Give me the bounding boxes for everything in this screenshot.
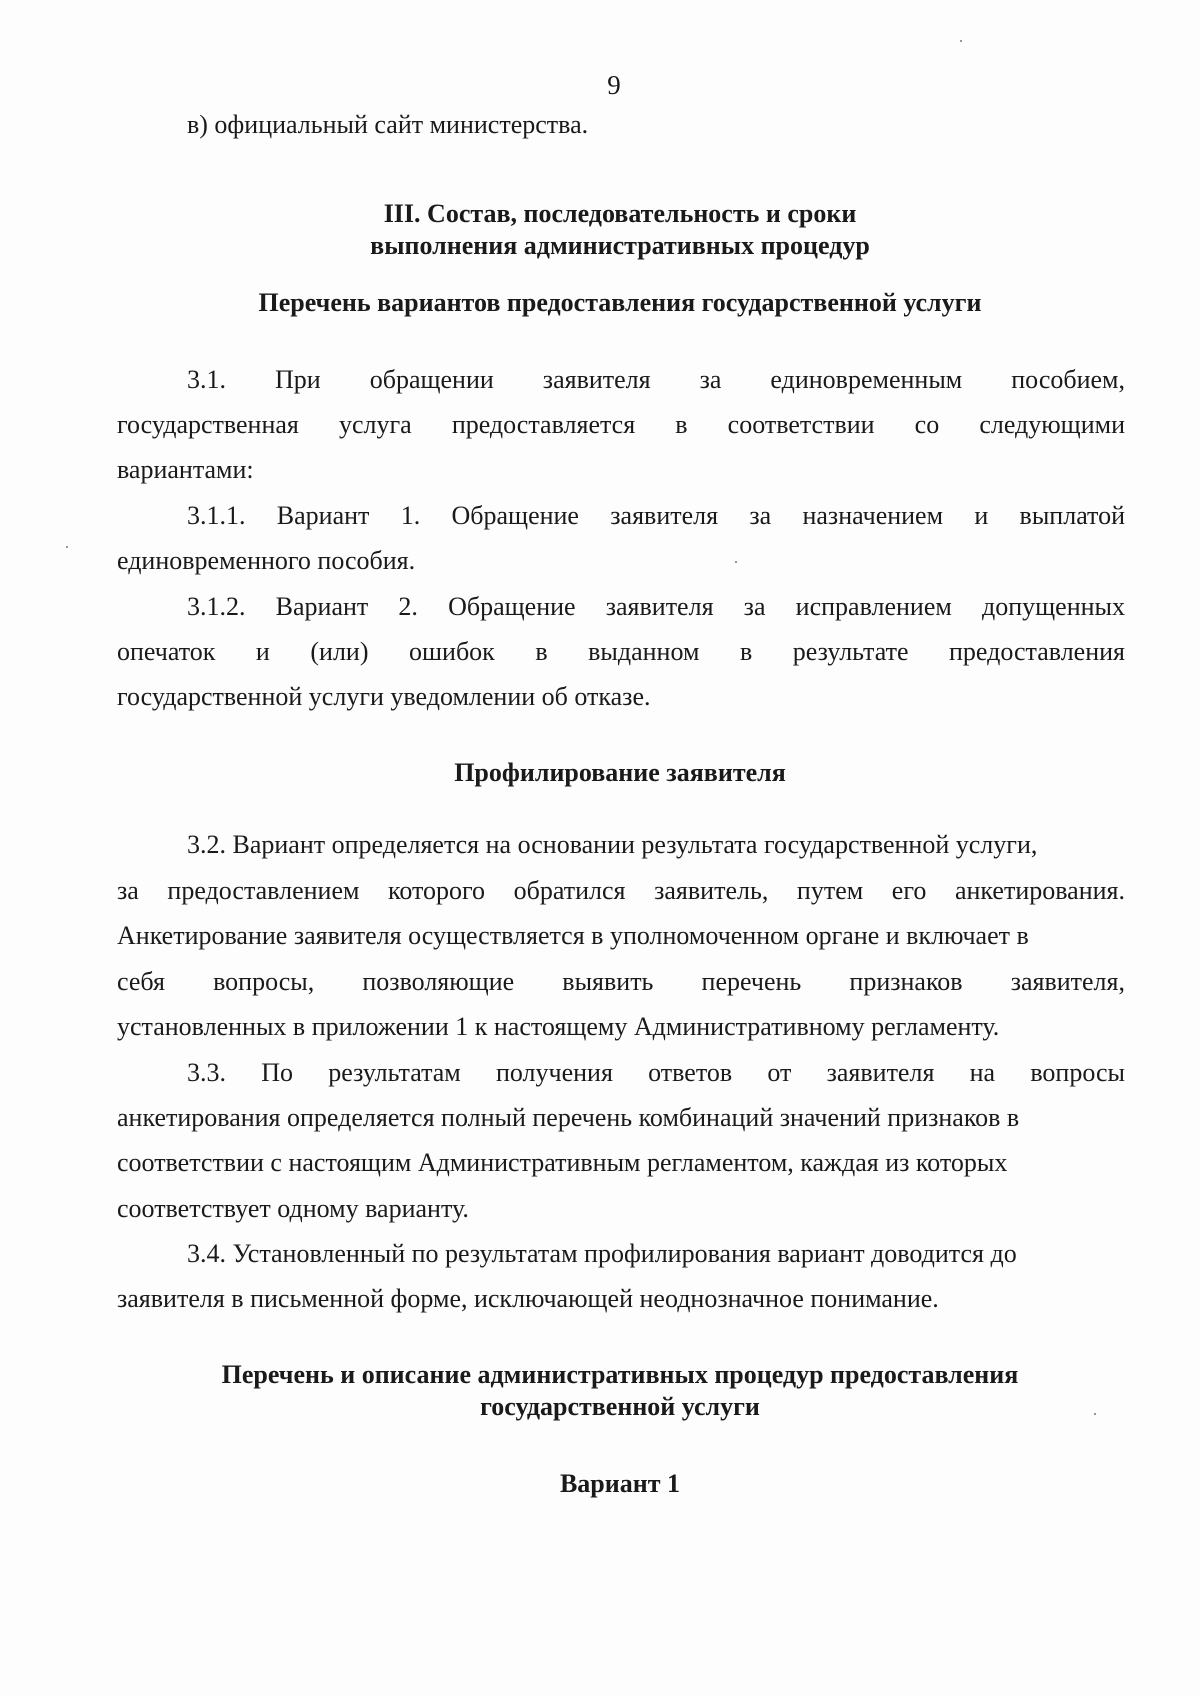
paragraph-3-1-1-line-1: 3.1.1. Вариант 1. Обращение заявителя за назначением и выплатой xyxy=(187,501,1125,530)
subheading-variant-1: Вариант 1 xyxy=(559,1469,681,1498)
scan-speck xyxy=(735,561,737,563)
paragraph-3-4-line-1: 3.4. Установленный по результатам профилирования вариант доводится до xyxy=(187,1239,1017,1268)
paragraph-3-3-line-4: соответствует одному варианту. xyxy=(117,1194,469,1223)
subheading-procedures-line-1: Перечень и описание административных процедур предоставления xyxy=(221,1360,1019,1389)
paragraph-3-2-line-2: за предоставлением которого обратился заявитель, путем его анкетирования. xyxy=(117,876,1125,905)
paragraph-3-1-line-3: вариантами: xyxy=(117,455,254,484)
paragraph-3-2-line-1: 3.2. Вариант определяется на основании результата государственной услуги, xyxy=(187,830,1038,859)
intro-line: в) официальный сайт министерства. xyxy=(187,110,589,139)
paragraph-3-1-line-1: 3.1. При обращении заявителя за единовременным пособием, xyxy=(187,365,1125,394)
paragraph-3-1-2-line-3: государственной услуги уведомлении об отказе. xyxy=(117,682,651,711)
section-title-line-2: выполнения административных процедур xyxy=(370,231,870,260)
paragraph-3-1-1-line-2: единовременного пособия. xyxy=(117,546,416,575)
paragraph-3-1-line-2: государственная услуга предоставляется в соответствии со следующими xyxy=(117,410,1125,439)
paragraph-3-1-2-line-1: 3.1.2. Вариант 2. Обращение заявителя за исправлением допущенных xyxy=(187,592,1125,621)
paragraph-3-3-line-3: соответствии с настоящим Административным регламентом, каждая из которых xyxy=(117,1148,1008,1177)
paragraph-3-1-2-line-2: опечаток и (или) ошибок в выданном в результате предоставления xyxy=(117,637,1125,666)
scan-speck xyxy=(960,40,962,42)
subheading-procedures-line-2: государственной услуги xyxy=(480,1392,760,1421)
subheading-profiling: Профилирование заявителя xyxy=(454,758,786,787)
scan-speck xyxy=(66,546,68,548)
paragraph-3-2-line-3: Анкетирование заявителя осуществляется в уполномоченном органе и включает в xyxy=(117,921,1029,950)
subheading-variants: Перечень вариантов предоставления государственной услуги xyxy=(258,288,982,317)
section-title-line-1: III. Состав, последовательность и сроки xyxy=(383,199,857,228)
page-number: 9 xyxy=(607,70,621,100)
paragraph-3-3-line-1: 3.3. По результатам получения ответов от заявителя на вопросы xyxy=(187,1058,1125,1087)
paragraph-3-2-line-5: установленных в приложении 1 к настоящему Административному регламенту. xyxy=(117,1012,1000,1041)
paragraph-3-4-line-2: заявителя в письменной форме, исключающей неоднозначное понимание. xyxy=(117,1284,939,1313)
paragraph-3-2-line-4: себя вопросы, позволяющие выявить перечень признаков заявителя, xyxy=(117,967,1125,996)
scan-speck xyxy=(1094,1413,1096,1415)
paragraph-3-3-line-2: анкетирования определяется полный перечень комбинаций значений признаков в xyxy=(117,1103,1020,1132)
